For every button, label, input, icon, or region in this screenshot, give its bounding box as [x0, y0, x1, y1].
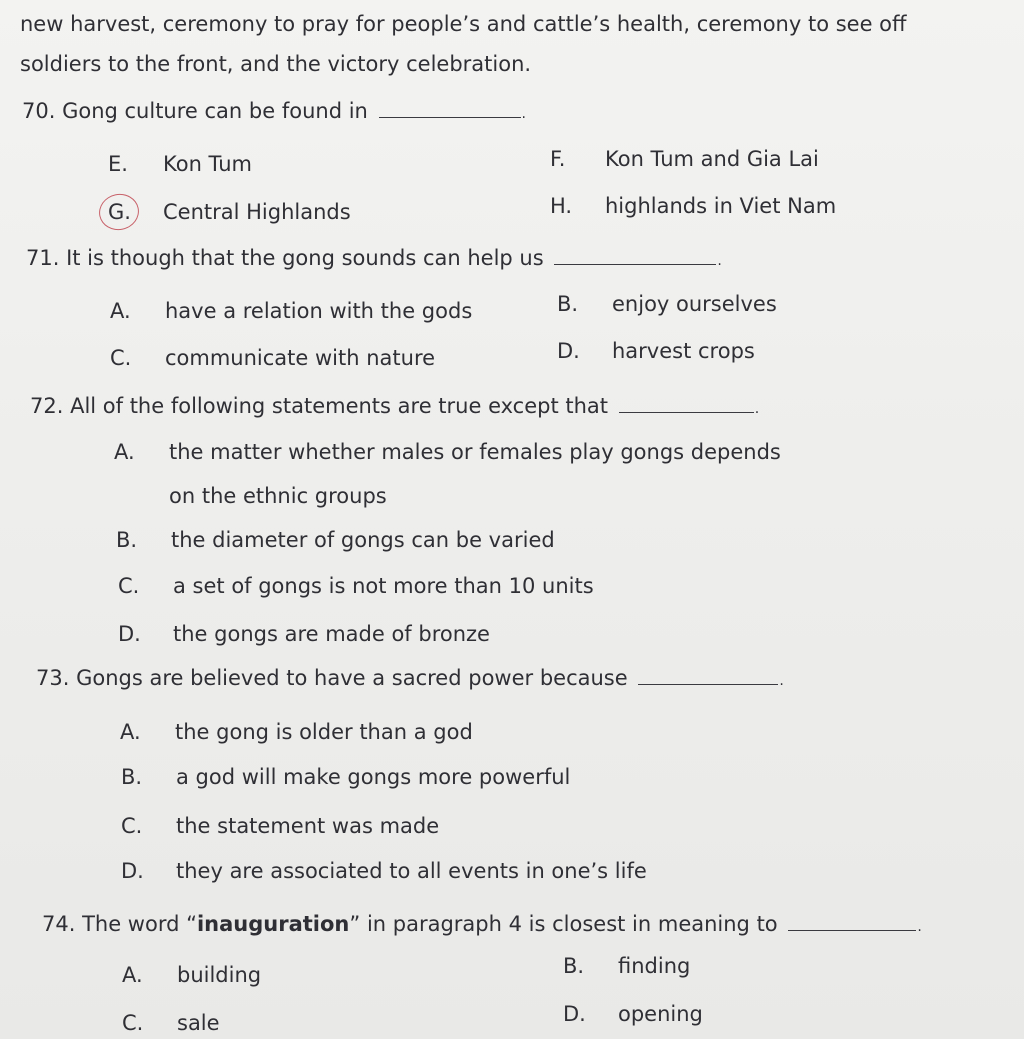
option-letter: D. — [121, 859, 144, 883]
option-text: highlands in Viet Nam — [605, 194, 837, 218]
option-text: the gongs are made of bronze — [173, 622, 490, 646]
q73-option-c — [121, 816, 439, 837]
option-letter: E. — [108, 152, 128, 176]
q70-option-f — [550, 149, 819, 170]
option-text: Kon Tum and Gia Lai — [605, 147, 819, 171]
option-letter: C. — [122, 1011, 144, 1035]
option-letter: B. — [121, 765, 143, 789]
option-text: Central Highlands — [163, 200, 351, 224]
question-71-end: . — [717, 253, 722, 269]
option-letter: C. — [118, 574, 140, 598]
option-text: finding — [618, 954, 691, 978]
option-text: sale — [177, 1011, 220, 1035]
option-text: communicate with nature — [165, 346, 436, 370]
q74-option-d — [563, 1004, 703, 1025]
option-text: they are associated to all events in one’s life — [176, 859, 647, 883]
q71-option-d — [557, 341, 755, 362]
question-72 — [30, 396, 759, 417]
option-text: a set of gongs is not more than 10 units — [173, 574, 594, 598]
option-letter: D. — [118, 622, 141, 646]
option-text: the gong is older than a god — [175, 720, 473, 744]
option-text: building — [177, 963, 262, 987]
question-71 — [26, 248, 722, 269]
answer-blank-73 — [638, 683, 778, 685]
question-70-end: . — [521, 106, 526, 122]
q72-option-b — [116, 530, 555, 551]
option-text: harvest crops — [612, 339, 755, 363]
question-73-stem: 73. Gongs are believed to have a sacred power because — [36, 666, 628, 690]
q73-option-b — [121, 767, 570, 788]
q72-option-d — [118, 624, 490, 645]
option-text: the matter whether males or females play gongs depends — [169, 440, 781, 464]
option-letter: A. — [120, 720, 141, 744]
option-text: the diameter of gongs can be varied — [171, 528, 555, 552]
answer-blank-72 — [619, 411, 754, 413]
q70-option-g — [108, 202, 351, 223]
q74-option-a — [122, 965, 261, 986]
question-73 — [36, 668, 784, 689]
option-letter: A. — [114, 440, 135, 464]
question-71-stem: 71. It is though that the gong sounds can help us — [26, 246, 544, 270]
question-72-end: . — [754, 401, 760, 417]
answer-blank-71 — [554, 263, 716, 265]
q71-option-a — [110, 301, 472, 322]
intro-line-1: new harvest, ceremony to pray for people’s and cattle’s health, ceremony to see off — [20, 12, 907, 36]
option-letter: B. — [116, 528, 138, 552]
q72-option-a — [114, 442, 781, 463]
question-74-stem-start: 74. The word “ — [42, 912, 197, 936]
option-text: enjoy ourselves — [612, 292, 777, 316]
option-letter: A. — [122, 963, 143, 987]
q74-option-c — [122, 1013, 220, 1034]
option-letter: H. — [550, 194, 573, 218]
option-text: Kon Tum — [163, 152, 252, 176]
answer-blank-70 — [379, 116, 521, 118]
option-letter: B. — [557, 292, 579, 316]
option-text: have a relation with the gods — [165, 299, 473, 323]
intro-line-2: soldiers to the front, and the victory celebration. — [20, 52, 532, 76]
question-74-keyword: inauguration — [196, 912, 350, 936]
q72-option-a-line-2 — [169, 486, 387, 507]
option-letter: B. — [563, 954, 585, 978]
option-letter: F. — [550, 147, 566, 171]
question-70-stem: 70. Gong culture can be found in — [22, 99, 368, 123]
option-letter: C. — [121, 814, 143, 838]
q70-option-h — [550, 196, 836, 217]
question-74-stem-end: ” in paragraph 4 is closest in meaning to — [349, 912, 778, 936]
option-letter: C. — [110, 346, 132, 370]
circled-answer-mark — [96, 190, 143, 234]
q71-option-b — [557, 294, 777, 315]
question-73-end: . — [779, 673, 784, 689]
option-text-continued: on the ethnic groups — [169, 484, 387, 508]
option-letter-circled: G. — [108, 202, 163, 223]
question-74 — [42, 914, 922, 935]
q74-option-b — [563, 956, 690, 977]
question-72-stem: 72. All of the following statements are true except that — [30, 394, 609, 418]
option-letter: D. — [563, 1002, 586, 1026]
q73-option-d — [121, 861, 647, 882]
question-70 — [22, 101, 526, 122]
q70-option-e — [108, 154, 252, 175]
option-letter: A. — [110, 299, 131, 323]
q71-option-c — [110, 348, 435, 369]
option-text: a god will make gongs more powerful — [176, 765, 571, 789]
option-text: opening — [618, 1002, 703, 1026]
question-74-end: . — [917, 919, 922, 935]
answer-blank-74 — [788, 929, 916, 931]
option-letter: D. — [557, 339, 580, 363]
option-text: the statement was made — [176, 814, 440, 838]
q72-option-c — [118, 576, 594, 597]
q73-option-a — [120, 722, 473, 743]
